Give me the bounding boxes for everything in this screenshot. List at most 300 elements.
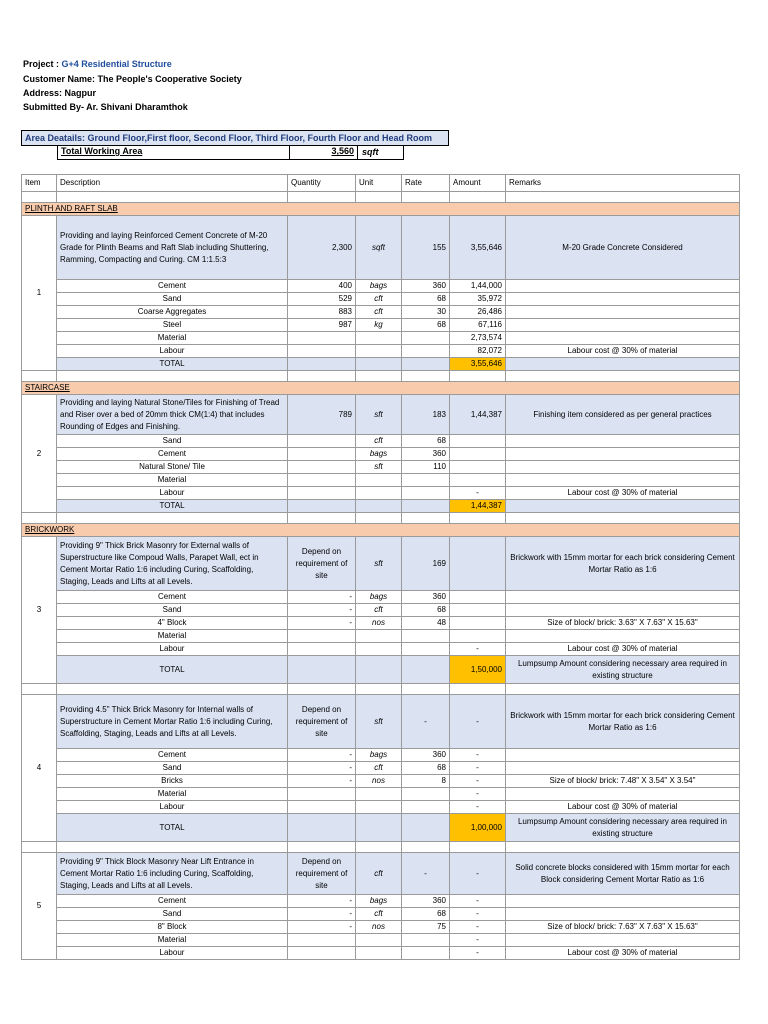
material-remark <box>506 448 740 461</box>
blank-row <box>22 192 740 203</box>
material-name: Sand <box>57 908 288 921</box>
item-unit: sft <box>356 537 402 591</box>
material-amount: 26,486 <box>450 306 506 319</box>
material-unit <box>356 474 402 487</box>
empty-cell <box>57 513 288 524</box>
material-amount: 1,44,000 <box>450 280 506 293</box>
total-remark: Lumpsump Amount considering necessary area required in existing structure <box>506 656 740 684</box>
material-name: Material <box>57 474 288 487</box>
item-amount: 1,44,387 <box>450 395 506 435</box>
blank-row <box>22 371 740 382</box>
material-remark: Labour cost @ 30% of material <box>506 801 740 814</box>
material-amount: - <box>450 921 506 934</box>
material-unit: nos <box>356 921 402 934</box>
item-unit: sft <box>356 695 402 749</box>
material-row <box>22 630 740 643</box>
empty-cell <box>22 513 57 524</box>
material-unit: kg <box>356 319 402 332</box>
material-rate: 68 <box>402 762 450 775</box>
project-name: G+4 Residential Structure <box>61 59 172 69</box>
material-remark: Labour cost @ 30% of material <box>506 947 740 960</box>
item-amount: 3,55,646 <box>450 216 506 280</box>
empty-cell <box>356 358 402 371</box>
material-row <box>22 280 740 293</box>
material-remark <box>506 293 740 306</box>
material-name: Labour <box>57 947 288 960</box>
material-amount <box>450 461 506 474</box>
material-rate <box>402 934 450 947</box>
material-qty <box>288 345 356 358</box>
material-unit <box>356 345 402 358</box>
item-quantity: Depend on requirement of site <box>288 537 356 591</box>
material-unit: bags <box>356 895 402 908</box>
material-name: Labour <box>57 345 288 358</box>
material-name: Coarse Aggregates <box>57 306 288 319</box>
material-unit <box>356 487 402 500</box>
material-unit: cft <box>356 293 402 306</box>
material-qty: - <box>288 604 356 617</box>
item-unit: sqft <box>356 216 402 280</box>
material-rate <box>402 487 450 500</box>
material-name: Cement <box>57 280 288 293</box>
section-row <box>22 382 740 395</box>
material-name: Steel <box>57 319 288 332</box>
item-remark: Brickwork with 15mm mortar for each brick considering Cement Mortar Ratio as 1:6 <box>506 537 740 591</box>
material-qty <box>288 435 356 448</box>
material-amount: 2,73,574 <box>450 332 506 345</box>
empty-cell <box>450 371 506 382</box>
empty-cell <box>356 656 402 684</box>
material-rate: 68 <box>402 435 450 448</box>
empty-cell <box>506 684 740 695</box>
material-unit <box>356 788 402 801</box>
material-qty <box>288 630 356 643</box>
material-name: Material <box>57 788 288 801</box>
empty-cell <box>402 500 450 513</box>
empty-cell <box>288 371 356 382</box>
material-unit: nos <box>356 617 402 630</box>
item-row <box>22 216 740 280</box>
empty-cell <box>22 842 57 853</box>
total-amount: 1,44,387 <box>450 500 506 513</box>
material-name: Material <box>57 934 288 947</box>
material-unit <box>356 934 402 947</box>
empty-cell <box>402 358 450 371</box>
material-name: Cement <box>57 448 288 461</box>
empty-cell <box>356 371 402 382</box>
empty-cell <box>57 192 288 203</box>
material-remark: Size of block/ brick: 3.63" X 7.63" X 15.63" <box>506 617 740 630</box>
material-qty: - <box>288 921 356 934</box>
material-remark <box>506 934 740 947</box>
material-remark: Labour cost @ 30% of material <box>506 345 740 358</box>
material-amount <box>450 617 506 630</box>
item-row <box>22 853 740 895</box>
material-rate <box>402 345 450 358</box>
item-number: 3 <box>22 537 57 684</box>
total-row <box>22 358 740 371</box>
project-line: Project : G+4 Residential Structure <box>23 59 172 69</box>
item-amount <box>450 537 506 591</box>
blank-row <box>22 513 740 524</box>
material-remark: Size of block/ brick: 7.48" X 3.54" X 3.54" <box>506 775 740 788</box>
material-remark <box>506 908 740 921</box>
material-unit: cft <box>356 908 402 921</box>
empty-cell <box>506 513 740 524</box>
material-row <box>22 604 740 617</box>
material-unit: bags <box>356 280 402 293</box>
item-rate: 155 <box>402 216 450 280</box>
material-rate: 360 <box>402 895 450 908</box>
material-unit <box>356 643 402 656</box>
empty-cell <box>506 842 740 853</box>
material-name: Bricks <box>57 775 288 788</box>
material-remark <box>506 762 740 775</box>
item-quantity: 2,300 <box>288 216 356 280</box>
item-number: 2 <box>22 395 57 513</box>
material-amount: 35,972 <box>450 293 506 306</box>
material-remark <box>506 604 740 617</box>
empty-cell <box>402 684 450 695</box>
material-unit: sft <box>356 461 402 474</box>
material-rate <box>402 630 450 643</box>
item-number: 1 <box>22 216 57 371</box>
item-amount: - <box>450 853 506 895</box>
material-qty <box>288 332 356 345</box>
material-remark <box>506 895 740 908</box>
material-row <box>22 895 740 908</box>
empty-cell <box>402 371 450 382</box>
material-row <box>22 775 740 788</box>
material-amount: - <box>450 934 506 947</box>
material-row <box>22 749 740 762</box>
material-rate: 68 <box>402 604 450 617</box>
material-remark <box>506 474 740 487</box>
empty-cell <box>288 814 356 842</box>
total-label: TOTAL <box>57 656 288 684</box>
empty-cell <box>506 192 740 203</box>
submitted-by: Submitted By- Ar. Shivani Dharamthok <box>23 102 188 112</box>
empty-cell <box>22 684 57 695</box>
material-remark <box>506 591 740 604</box>
material-qty <box>288 474 356 487</box>
item-unit: cft <box>356 853 402 895</box>
material-qty: - <box>288 775 356 788</box>
empty-cell <box>450 192 506 203</box>
material-qty: - <box>288 895 356 908</box>
material-name: Cement <box>57 749 288 762</box>
material-name: Cement <box>57 895 288 908</box>
item-description: Providing and laying Natural Stone/Tiles for Finishing of Tread and Riser over a bed of 20mm thick CM(1:4) that includes Rounding of Edges and Finishing. <box>57 395 288 435</box>
material-rate: 75 <box>402 921 450 934</box>
material-name: Material <box>57 630 288 643</box>
empty-cell <box>57 684 288 695</box>
material-qty: - <box>288 617 356 630</box>
material-rate: 360 <box>402 280 450 293</box>
material-name: Natural Stone/ Tile <box>57 461 288 474</box>
material-row <box>22 762 740 775</box>
material-row <box>22 934 740 947</box>
material-unit: cft <box>356 435 402 448</box>
total-remark: Lumpsump Amount considering necessary area required in existing structure <box>506 814 740 842</box>
total-row <box>22 814 740 842</box>
working-area-label: Total Working Area <box>58 146 290 159</box>
material-qty <box>288 487 356 500</box>
material-amount: - <box>450 947 506 960</box>
material-remark: Size of block/ brick: 7.63" X 7.63" X 15.63" <box>506 921 740 934</box>
material-remark <box>506 319 740 332</box>
item-quantity: Depend on requirement of site <box>288 853 356 895</box>
material-qty: - <box>288 908 356 921</box>
item-row <box>22 695 740 749</box>
empty-cell <box>288 192 356 203</box>
empty-cell <box>22 192 57 203</box>
material-qty <box>288 788 356 801</box>
empty-cell <box>402 842 450 853</box>
empty-cell <box>356 192 402 203</box>
area-details: Area Deatails: Ground Floor,First floor, Second Floor, Third Floor, Fourth Floor and Head Room <box>21 130 449 146</box>
material-rate: 68 <box>402 293 450 306</box>
material-rate: 68 <box>402 908 450 921</box>
material-row <box>22 617 740 630</box>
item-description: Providing 9" Thick Block Masonry Near Lift Entrance in Cement Mortar Ratio 1:6 including Curing, Scaffolding, Staging, Leads and Lifts at all Levels. <box>57 853 288 895</box>
material-amount: - <box>450 895 506 908</box>
material-amount <box>450 448 506 461</box>
column-header-quantity: Quantity <box>288 175 356 192</box>
material-row <box>22 474 740 487</box>
material-row <box>22 947 740 960</box>
material-qty: 400 <box>288 280 356 293</box>
empty-cell <box>288 513 356 524</box>
empty-cell <box>402 192 450 203</box>
material-unit: cft <box>356 604 402 617</box>
address: Address: Nagpur <box>23 88 97 98</box>
material-unit: bags <box>356 448 402 461</box>
empty-cell <box>402 814 450 842</box>
item-remark: M-20 Grade Concrete Considered <box>506 216 740 280</box>
item-remark: Finishing item considered as per general practices <box>506 395 740 435</box>
material-amount: - <box>450 775 506 788</box>
material-row <box>22 801 740 814</box>
material-amount <box>450 630 506 643</box>
material-amount: - <box>450 749 506 762</box>
item-row <box>22 395 740 435</box>
material-qty <box>288 801 356 814</box>
material-row <box>22 461 740 474</box>
material-qty: - <box>288 591 356 604</box>
column-header-item: Item <box>22 175 57 192</box>
empty-cell <box>288 656 356 684</box>
item-row <box>22 537 740 591</box>
material-amount <box>450 435 506 448</box>
material-name: Cement <box>57 591 288 604</box>
material-row <box>22 487 740 500</box>
item-unit: sft <box>356 395 402 435</box>
total-amount: 3,55,646 <box>450 358 506 371</box>
material-name: Labour <box>57 801 288 814</box>
material-row <box>22 643 740 656</box>
material-name: Sand <box>57 435 288 448</box>
material-rate <box>402 474 450 487</box>
material-rate <box>402 947 450 960</box>
material-amount: - <box>450 762 506 775</box>
material-rate <box>402 643 450 656</box>
item-rate: 183 <box>402 395 450 435</box>
material-rate <box>402 788 450 801</box>
header-row <box>22 175 740 192</box>
total-row <box>22 500 740 513</box>
material-unit: cft <box>356 306 402 319</box>
empty-cell <box>22 371 57 382</box>
material-unit <box>356 947 402 960</box>
total-row <box>22 656 740 684</box>
material-rate: 360 <box>402 591 450 604</box>
item-quantity: Depend on requirement of site <box>288 695 356 749</box>
material-qty <box>288 947 356 960</box>
material-remark <box>506 306 740 319</box>
material-unit <box>356 630 402 643</box>
item-description: Providing 9" Thick Brick Masonry for External walls of Superstructure like Compoud Walls, Parapet Wall, ect in Cement Mortar Ratio 1:6 including Curing, Scaffolding, Staging, Leads and Lifts at all Levels. <box>57 537 288 591</box>
material-unit: cft <box>356 762 402 775</box>
material-row <box>22 306 740 319</box>
material-remark <box>506 461 740 474</box>
material-rate: 48 <box>402 617 450 630</box>
material-name: Labour <box>57 643 288 656</box>
boq-table <box>21 174 740 960</box>
item-number: 5 <box>22 853 57 960</box>
empty-cell <box>450 842 506 853</box>
item-amount: - <box>450 695 506 749</box>
empty-cell <box>356 500 402 513</box>
total-amount: 1,00,000 <box>450 814 506 842</box>
material-amount: 67,116 <box>450 319 506 332</box>
column-header-unit: Unit <box>356 175 402 192</box>
material-rate <box>402 801 450 814</box>
material-row <box>22 435 740 448</box>
material-rate: 360 <box>402 448 450 461</box>
empty-cell <box>288 842 356 853</box>
material-remark <box>506 280 740 293</box>
material-amount <box>450 604 506 617</box>
material-remark <box>506 630 740 643</box>
material-remark <box>506 332 740 345</box>
material-rate: 68 <box>402 319 450 332</box>
working-area-unit: sqft <box>362 147 379 157</box>
total-amount: 1,50,000 <box>450 656 506 684</box>
material-name: Labour <box>57 487 288 500</box>
empty-cell <box>356 513 402 524</box>
material-remark <box>506 788 740 801</box>
material-row <box>22 788 740 801</box>
material-row <box>22 293 740 306</box>
empty-cell <box>356 814 402 842</box>
item-rate: - <box>402 853 450 895</box>
item-description: Providing 4.5" Thick Brick Masonry for Internal walls of Superstructure in Cement Mortar Ratio 1:6 including Curing, Scaffolding, Staging, Leads and Lifts at all Levels. <box>57 695 288 749</box>
material-name: 4" Block <box>57 617 288 630</box>
total-label: TOTAL <box>57 500 288 513</box>
material-qty <box>288 461 356 474</box>
empty-cell <box>57 842 288 853</box>
column-header-amount: Amount <box>450 175 506 192</box>
material-qty: 987 <box>288 319 356 332</box>
material-name: Sand <box>57 293 288 306</box>
material-amount: - <box>450 788 506 801</box>
material-name: Sand <box>57 762 288 775</box>
material-remark <box>506 749 740 762</box>
item-quantity: 789 <box>288 395 356 435</box>
material-unit: bags <box>356 591 402 604</box>
item-rate: - <box>402 695 450 749</box>
item-remark: Solid concrete blocks considered with 15mm mortar for each Block considering Cement Mortar Ratio as 1:6 <box>506 853 740 895</box>
material-remark <box>506 435 740 448</box>
material-name: 8" Block <box>57 921 288 934</box>
material-amount: - <box>450 487 506 500</box>
material-row <box>22 921 740 934</box>
empty-cell <box>288 684 356 695</box>
material-remark: Labour cost @ 30% of material <box>506 643 740 656</box>
material-rate <box>402 332 450 345</box>
material-qty <box>288 934 356 947</box>
empty-cell <box>288 500 356 513</box>
item-rate: 169 <box>402 537 450 591</box>
empty-cell <box>450 684 506 695</box>
material-row <box>22 345 740 358</box>
material-amount: 82,072 <box>450 345 506 358</box>
blank-row <box>22 684 740 695</box>
column-header-rate: Rate <box>402 175 450 192</box>
total-label: TOTAL <box>57 358 288 371</box>
empty-cell <box>402 513 450 524</box>
material-qty <box>288 643 356 656</box>
material-amount: - <box>450 908 506 921</box>
material-remark: Labour cost @ 30% of material <box>506 487 740 500</box>
empty-cell <box>402 656 450 684</box>
empty-cell <box>506 371 740 382</box>
material-rate: 360 <box>402 749 450 762</box>
material-unit <box>356 332 402 345</box>
material-qty: 883 <box>288 306 356 319</box>
total-label: TOTAL <box>57 814 288 842</box>
material-amount <box>450 474 506 487</box>
material-row <box>22 908 740 921</box>
item-remark: Brickwork with 15mm mortar for each brick considering Cement Mortar Ratio as 1:6 <box>506 695 740 749</box>
column-header-description: Description <box>57 175 288 192</box>
empty-cell <box>288 358 356 371</box>
item-number: 4 <box>22 695 57 842</box>
material-qty <box>288 448 356 461</box>
section-row <box>22 203 740 216</box>
empty-cell <box>450 513 506 524</box>
total-remark <box>506 500 740 513</box>
material-rate: 8 <box>402 775 450 788</box>
total-remark <box>506 358 740 371</box>
item-description: Providing and laying Reinforced Cement Concrete of M-20 Grade for Plinth Beams and Raft Slab including Shuttering, Ramming, Compacting and Curing. CM 1:1.5:3 <box>57 216 288 280</box>
working-area-value: 3,560 <box>290 146 358 159</box>
material-rate: 30 <box>402 306 450 319</box>
material-amount <box>450 591 506 604</box>
material-unit <box>356 801 402 814</box>
empty-cell <box>356 842 402 853</box>
material-rate: 110 <box>402 461 450 474</box>
empty-cell <box>57 371 288 382</box>
material-amount: - <box>450 801 506 814</box>
blank-row <box>22 842 740 853</box>
empty-cell <box>356 684 402 695</box>
material-row <box>22 332 740 345</box>
material-name: Sand <box>57 604 288 617</box>
material-row <box>22 319 740 332</box>
material-row <box>22 448 740 461</box>
